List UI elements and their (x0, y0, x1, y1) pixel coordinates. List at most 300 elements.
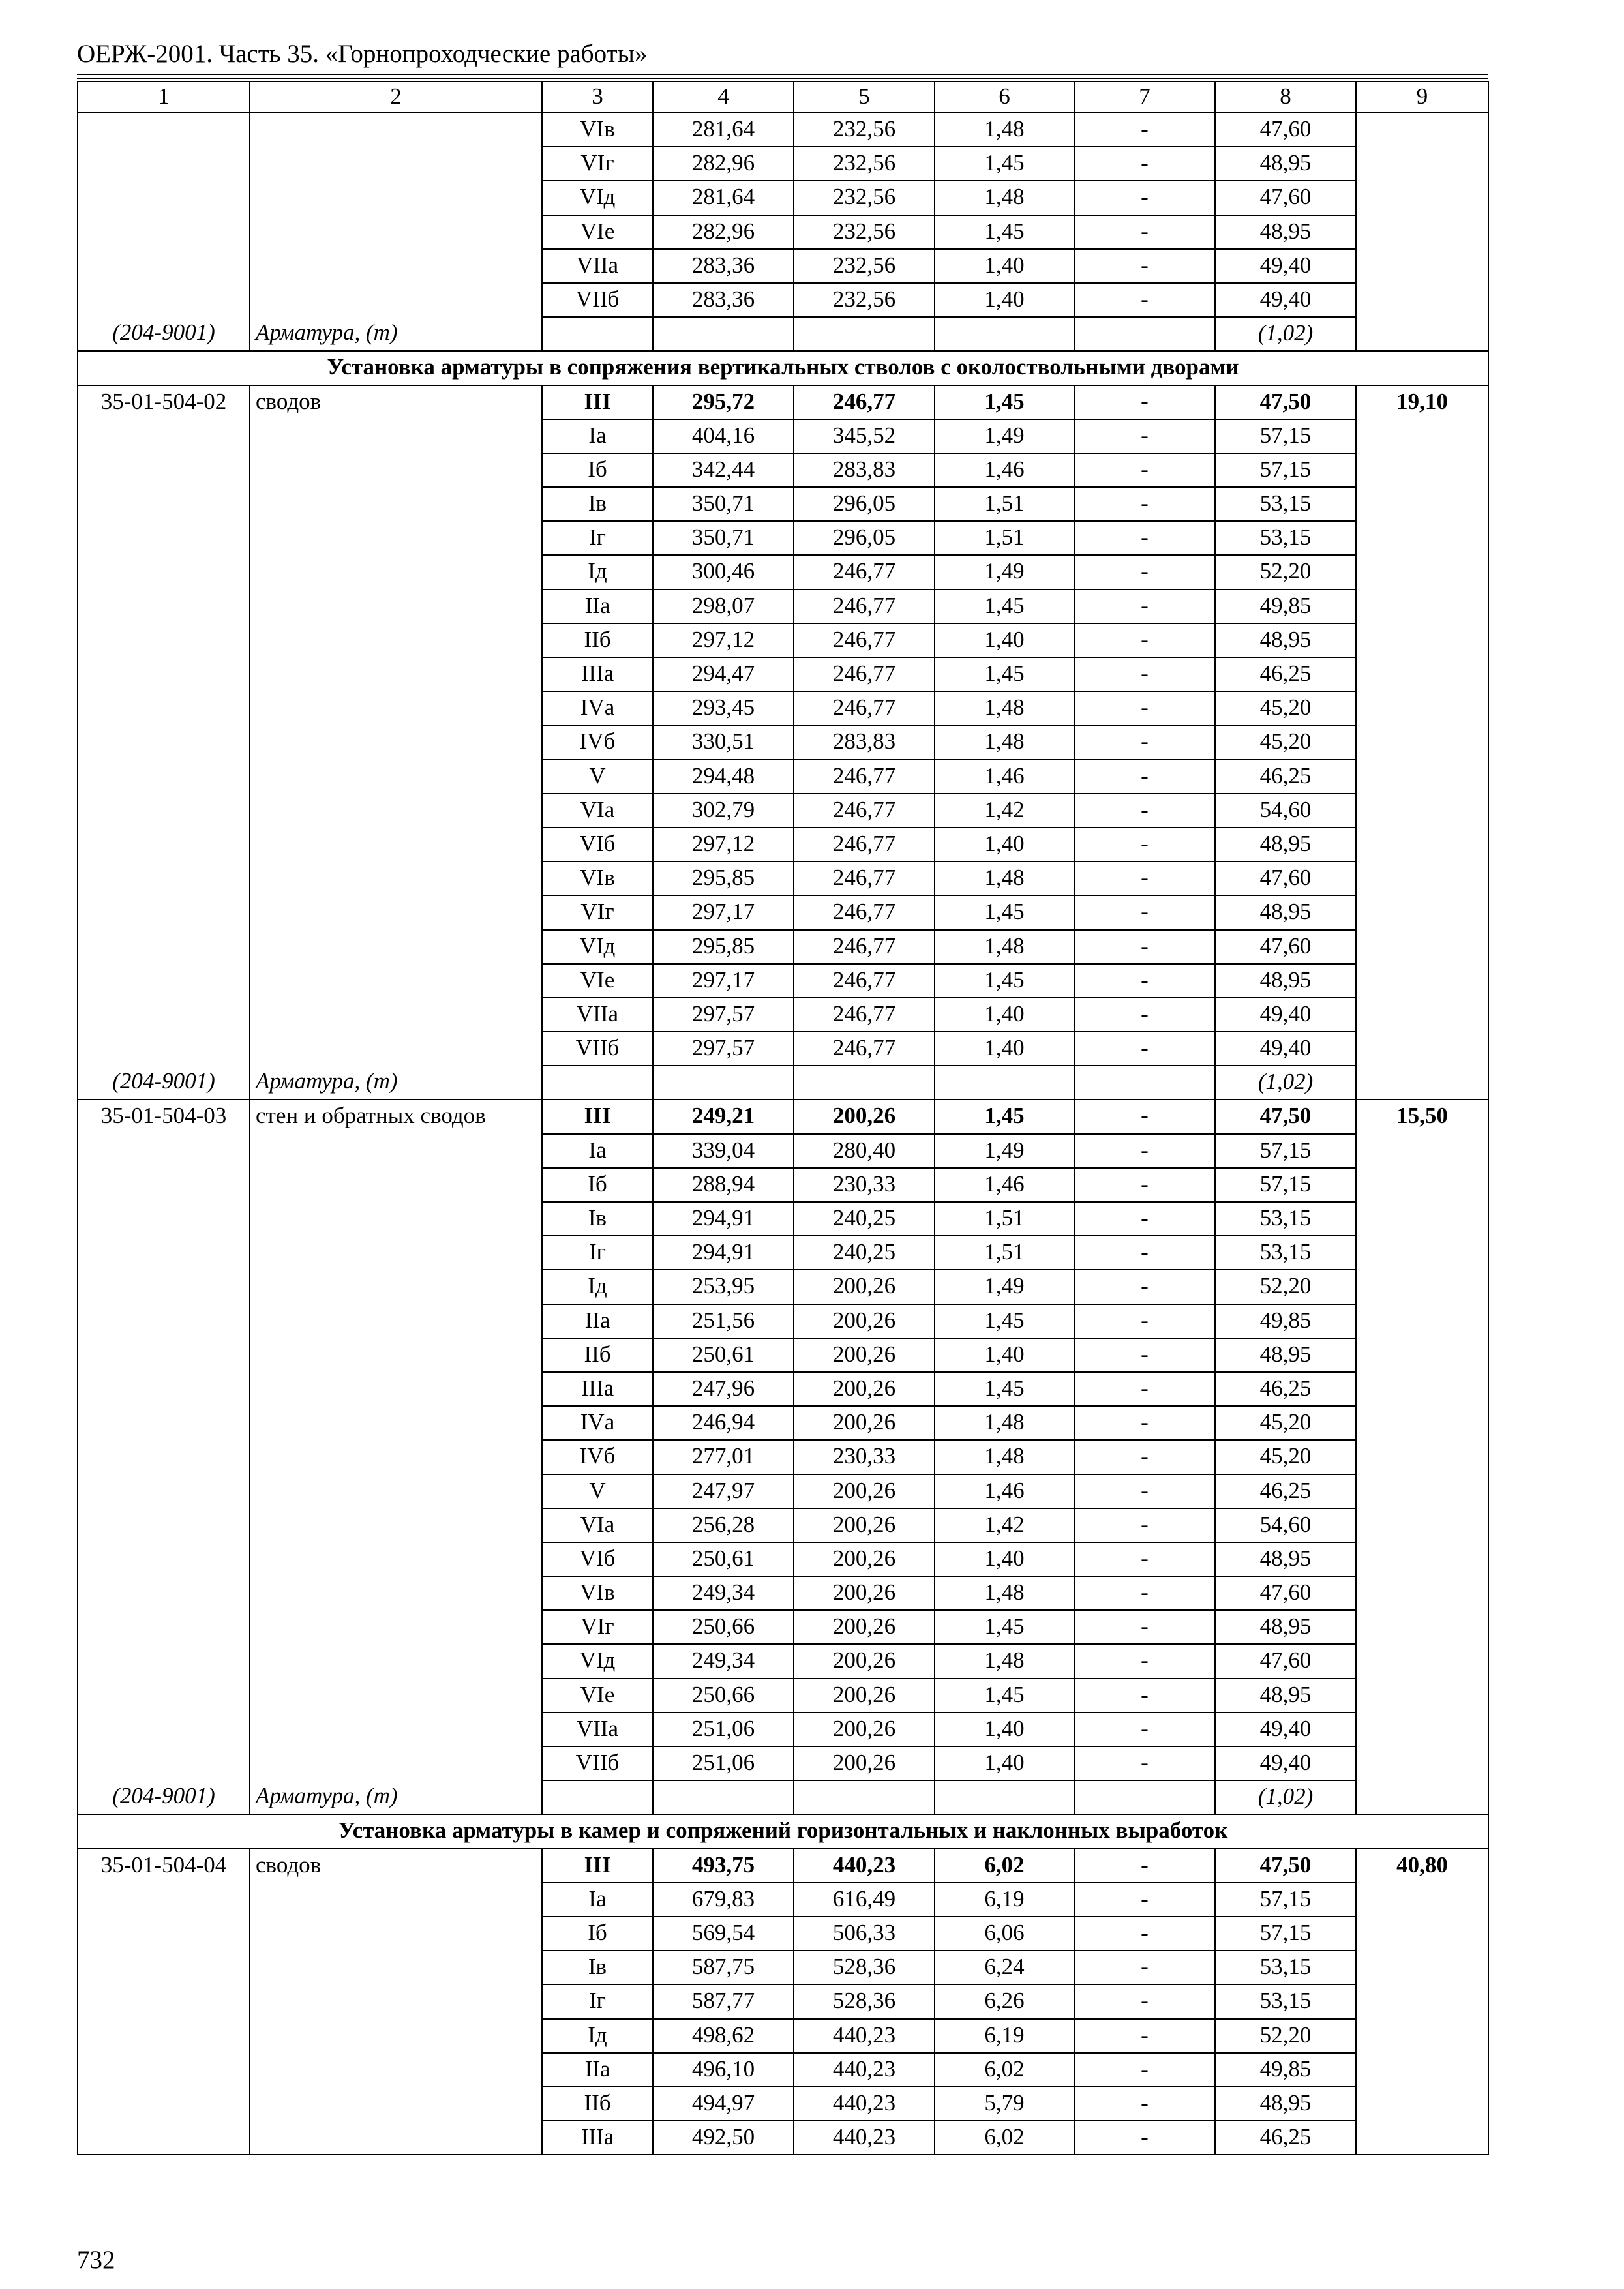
col5-value: 246,77 (794, 590, 935, 623)
code-cell (78, 1168, 250, 1202)
col6-value: 1,40 (935, 283, 1074, 317)
table-row (78, 1134, 1488, 1168)
code-cell (78, 1542, 250, 1576)
col6-value: 1,48 (935, 930, 1074, 964)
level-cell: IIа (542, 1304, 653, 1338)
level-cell: Iб (542, 1168, 653, 1202)
col4-value: 587,75 (653, 1951, 794, 1984)
armature-col6 (935, 1066, 1074, 1100)
col4-value: 250,66 (653, 1610, 794, 1644)
col9-value (1356, 181, 1488, 215)
col7-value: - (1074, 113, 1215, 147)
code-cell (78, 964, 250, 998)
level-cell: VIг (542, 895, 653, 929)
col8-value: 49,85 (1215, 590, 1356, 623)
armature-level (542, 317, 653, 351)
col4-value: 297,12 (653, 623, 794, 657)
col6-value: 1,45 (935, 657, 1074, 691)
col9-value (1356, 998, 1488, 1032)
col5-value: 283,83 (794, 725, 935, 759)
code-cell (78, 1304, 250, 1338)
col4-value: 569,54 (653, 1917, 794, 1951)
col4-value: 283,36 (653, 283, 794, 317)
col5-value: 528,36 (794, 1984, 935, 2018)
col4-value: 249,34 (653, 1576, 794, 1610)
name-cell (250, 521, 542, 555)
col6-value: 1,40 (935, 998, 1074, 1032)
code-cell (78, 657, 250, 691)
col9-value (1356, 453, 1488, 487)
col5-value: 246,77 (794, 895, 935, 929)
col8-value: 57,15 (1215, 1917, 1356, 1951)
section-title-row (78, 1814, 1488, 1848)
table-row (78, 147, 1488, 181)
col6-value: 1,46 (935, 1474, 1074, 1508)
col9-value (1356, 113, 1488, 147)
running-header: ОЕРЖ-2001. Часть 35. «Горнопроходческие работы» (77, 40, 648, 68)
col5-value: 246,77 (794, 1032, 935, 1066)
col7-value: - (1074, 249, 1215, 283)
table-row (78, 657, 1488, 691)
col9-value (1356, 1032, 1488, 1066)
col7-value: - (1074, 215, 1215, 249)
name-cell (250, 2087, 542, 2121)
col7-value: - (1074, 2053, 1215, 2087)
level-cell: Iа (542, 1134, 653, 1168)
level-cell: VIд (542, 1644, 653, 1678)
level-cell: IIIа (542, 1372, 653, 1406)
col5-value: 200,26 (794, 1508, 935, 1542)
col5-value: 200,26 (794, 1576, 935, 1610)
col7-value: - (1074, 1202, 1215, 1236)
col9-value (1356, 555, 1488, 589)
col6-value: 1,40 (935, 249, 1074, 283)
col9-value (1356, 861, 1488, 895)
col5-value: 232,56 (794, 113, 935, 147)
level-cell: VIIа (542, 998, 653, 1032)
col7-value: - (1074, 828, 1215, 861)
col9-value (1356, 794, 1488, 828)
armature-col7 (1074, 317, 1215, 351)
armature-col7 (1074, 1780, 1215, 1814)
col7-value: - (1074, 1236, 1215, 1270)
col9-value (1356, 419, 1488, 453)
name-cell (250, 2053, 542, 2087)
name-cell (250, 590, 542, 623)
col8-value: 48,95 (1215, 1542, 1356, 1576)
col4-value: 350,71 (653, 487, 794, 521)
col5-value: 246,77 (794, 691, 935, 725)
col5-value: 240,25 (794, 1236, 935, 1270)
level-cell: VIд (542, 930, 653, 964)
col6-value: 1,40 (935, 1746, 1074, 1780)
col8-value: 53,15 (1215, 1202, 1356, 1236)
col7-value: - (1074, 760, 1215, 794)
col8-value: 47,60 (1215, 861, 1356, 895)
level-cell: Iг (542, 521, 653, 555)
col6-value: 1,40 (935, 828, 1074, 861)
norms-table (77, 81, 1489, 2155)
col9-value (1356, 2121, 1488, 2155)
col6-value: 1,45 (935, 147, 1074, 181)
table-row (78, 1746, 1488, 1780)
level-cell: VIв (542, 1576, 653, 1610)
col4-value: 294,91 (653, 1236, 794, 1270)
col7-value: - (1074, 555, 1215, 589)
col7-value: - (1074, 1304, 1215, 1338)
col9-value (1356, 215, 1488, 249)
level-cell: VIIб (542, 1746, 653, 1780)
col4-value: 293,45 (653, 691, 794, 725)
code-cell (78, 1202, 250, 1236)
col5-value: 280,40 (794, 1134, 935, 1168)
col6-value: 1,40 (935, 1338, 1074, 1372)
col4-value: 297,12 (653, 828, 794, 861)
name-cell (250, 760, 542, 794)
col4-value: 297,17 (653, 964, 794, 998)
name-cell (250, 249, 542, 283)
code-cell: 35-01-504-04 (78, 1849, 250, 1883)
col6-value: 6,06 (935, 1917, 1074, 1951)
col6-value: 1,51 (935, 521, 1074, 555)
name-cell (250, 794, 542, 828)
level-cell: Iг (542, 1236, 653, 1270)
col7-value: - (1074, 1406, 1215, 1440)
table-row (78, 1508, 1488, 1542)
col9-value (1356, 1883, 1488, 1917)
level-cell: III (542, 385, 653, 419)
level-cell: VIIб (542, 283, 653, 317)
code-cell (78, 1610, 250, 1644)
col6-value: 1,48 (935, 1406, 1074, 1440)
table-row (78, 1372, 1488, 1406)
col8-value: 57,15 (1215, 1134, 1356, 1168)
table-row (78, 283, 1488, 317)
col4-value: 297,57 (653, 998, 794, 1032)
col7-value: - (1074, 1746, 1215, 1780)
table-row (78, 895, 1488, 929)
table-row (78, 623, 1488, 657)
col8-value: 53,15 (1215, 521, 1356, 555)
col6-value: 1,45 (935, 385, 1074, 419)
code-cell (78, 181, 250, 215)
col4-value: 250,61 (653, 1338, 794, 1372)
col5-value: 296,05 (794, 521, 935, 555)
col8-value: 52,20 (1215, 2019, 1356, 2053)
col7-value: - (1074, 2121, 1215, 2155)
col9-value (1356, 1440, 1488, 1474)
col8-value: 45,20 (1215, 1440, 1356, 1474)
name-cell (250, 147, 542, 181)
name-cell (250, 181, 542, 215)
table-row (78, 555, 1488, 589)
col8-value: 47,60 (1215, 930, 1356, 964)
col5-value: 440,23 (794, 2121, 935, 2155)
name-cell (250, 828, 542, 861)
level-cell: VIд (542, 181, 653, 215)
col8-value: 48,95 (1215, 895, 1356, 929)
col8-value: 46,25 (1215, 760, 1356, 794)
col5-value: 200,26 (794, 1372, 935, 1406)
level-cell: IIIа (542, 2121, 653, 2155)
name-cell (250, 1576, 542, 1610)
armature-label: Арматура, (т) (250, 317, 542, 351)
level-cell: VIб (542, 1542, 653, 1576)
col4-value: 302,79 (653, 794, 794, 828)
col8-value: 53,15 (1215, 1951, 1356, 1984)
col5-value: 232,56 (794, 283, 935, 317)
col4-value: 283,36 (653, 249, 794, 283)
col9-value (1356, 623, 1488, 657)
col5-value: 200,26 (794, 1338, 935, 1372)
name-cell (250, 1236, 542, 1270)
code-cell (78, 998, 250, 1032)
name-cell (250, 1883, 542, 1917)
col8-value: 49,40 (1215, 1713, 1356, 1746)
col7-value: - (1074, 861, 1215, 895)
col9-value (1356, 521, 1488, 555)
col9-value (1356, 1236, 1488, 1270)
col6-value: 1,49 (935, 419, 1074, 453)
column-number: 9 (1356, 82, 1488, 113)
col9-value (1356, 964, 1488, 998)
armature-col9 (1356, 317, 1488, 351)
col8-value: 48,95 (1215, 828, 1356, 861)
col6-value: 6,02 (935, 1849, 1074, 1883)
col4-value: 294,47 (653, 657, 794, 691)
col7-value: - (1074, 1508, 1215, 1542)
col9-value (1356, 1338, 1488, 1372)
level-cell: VIIб (542, 1032, 653, 1066)
col4-value: 282,96 (653, 147, 794, 181)
level-cell: III (542, 1100, 653, 1133)
name-cell: стен и обратных сводов (250, 1100, 542, 1133)
col7-value: - (1074, 1917, 1215, 1951)
col7-value: - (1074, 1984, 1215, 2018)
col5-value: 246,77 (794, 623, 935, 657)
level-cell: IVб (542, 725, 653, 759)
column-number: 2 (250, 82, 542, 113)
code-cell (78, 590, 250, 623)
code-cell (78, 794, 250, 828)
code-cell (78, 1951, 250, 1984)
col6-value: 1,45 (935, 895, 1074, 929)
name-cell (250, 1644, 542, 1678)
name-cell (250, 1168, 542, 1202)
col8-value: 47,60 (1215, 113, 1356, 147)
col7-value: - (1074, 521, 1215, 555)
col4-value: 350,71 (653, 521, 794, 555)
col8-value: 47,50 (1215, 385, 1356, 419)
col5-value: 200,26 (794, 1644, 935, 1678)
col5-value: 200,26 (794, 1542, 935, 1576)
level-cell: IIб (542, 623, 653, 657)
section-title: Установка арматуры в сопряжения вертикальных стволов с околоствольными дворами (78, 351, 1488, 385)
col4-value: 295,85 (653, 930, 794, 964)
code-cell (78, 1713, 250, 1746)
col6-value: 1,46 (935, 760, 1074, 794)
col7-value: - (1074, 895, 1215, 929)
col4-value: 298,07 (653, 590, 794, 623)
col7-value: - (1074, 1100, 1215, 1133)
col6-value: 1,51 (935, 1236, 1074, 1270)
col5-value: 200,26 (794, 1270, 935, 1304)
col8-value: 49,40 (1215, 1032, 1356, 1066)
code-cell (78, 1372, 250, 1406)
col4-value: 295,85 (653, 861, 794, 895)
col9-value (1356, 1270, 1488, 1304)
armature-col6 (935, 317, 1074, 351)
col7-value: - (1074, 1883, 1215, 1917)
table-row (78, 725, 1488, 759)
col8-value: 49,85 (1215, 2053, 1356, 2087)
col5-value: 230,33 (794, 1440, 935, 1474)
col5-value: 440,23 (794, 2019, 935, 2053)
table-row (78, 930, 1488, 964)
col9-value (1356, 1406, 1488, 1440)
col6-value: 6,19 (935, 2019, 1074, 2053)
col6-value: 1,48 (935, 1576, 1074, 1610)
armature-code: (204-9001) (78, 1780, 250, 1814)
level-cell: V (542, 760, 653, 794)
name-cell (250, 1679, 542, 1713)
name-cell (250, 725, 542, 759)
table-row (78, 1032, 1488, 1066)
col5-value: 200,26 (794, 1746, 935, 1780)
table-row (78, 1168, 1488, 1202)
col4-value: 246,94 (653, 1406, 794, 1440)
name-cell (250, 453, 542, 487)
level-cell: VIв (542, 113, 653, 147)
code-cell (78, 283, 250, 317)
col7-value: - (1074, 453, 1215, 487)
col6-value: 1,42 (935, 794, 1074, 828)
col6-value: 1,45 (935, 590, 1074, 623)
col4-value: 496,10 (653, 2053, 794, 2087)
level-cell: IIIа (542, 657, 653, 691)
col8-value: 48,95 (1215, 1338, 1356, 1372)
col6-value: 1,40 (935, 1032, 1074, 1066)
col6-value: 5,79 (935, 2087, 1074, 2121)
col8-value: 46,25 (1215, 2121, 1356, 2155)
col7-value: - (1074, 725, 1215, 759)
table-row (78, 453, 1488, 487)
col5-value: 246,77 (794, 930, 935, 964)
col9-value (1356, 487, 1488, 521)
col4-value: 297,57 (653, 1032, 794, 1066)
col4-value: 247,96 (653, 1372, 794, 1406)
col4-value: 251,06 (653, 1713, 794, 1746)
col6-value: 1,45 (935, 1100, 1074, 1133)
code-cell (78, 1644, 250, 1678)
armature-value: (1,02) (1215, 1066, 1356, 1100)
col8-value: 47,50 (1215, 1100, 1356, 1133)
code-cell (78, 895, 250, 929)
col9-value (1356, 725, 1488, 759)
name-cell (250, 1984, 542, 2018)
col8-value: 48,95 (1215, 1679, 1356, 1713)
col6-value: 1,51 (935, 1202, 1074, 1236)
code-cell (78, 215, 250, 249)
col7-value: - (1074, 283, 1215, 317)
column-number: 1 (78, 82, 250, 113)
code-cell (78, 487, 250, 521)
name-cell (250, 861, 542, 895)
code-cell (78, 691, 250, 725)
code-cell (78, 1984, 250, 2018)
col7-value: - (1074, 1576, 1215, 1610)
name-cell (250, 1304, 542, 1338)
level-cell: Iв (542, 487, 653, 521)
level-cell: VIIа (542, 249, 653, 283)
col8-value: 47,60 (1215, 181, 1356, 215)
table-row (78, 590, 1488, 623)
level-cell: Iг (542, 1984, 653, 2018)
col4-value: 277,01 (653, 1440, 794, 1474)
armature-col5 (794, 1780, 935, 1814)
code-cell: 35-01-504-02 (78, 385, 250, 419)
col8-value: 52,20 (1215, 1270, 1356, 1304)
name-cell (250, 1032, 542, 1066)
col8-value: 53,15 (1215, 487, 1356, 521)
column-number: 8 (1215, 82, 1356, 113)
armature-row (78, 317, 1488, 351)
col8-value: 48,95 (1215, 147, 1356, 181)
col4-value: 250,61 (653, 1542, 794, 1576)
column-number: 6 (935, 82, 1074, 113)
col6-value: 1,40 (935, 1713, 1074, 1746)
level-cell: VIе (542, 964, 653, 998)
level-cell: IIб (542, 1338, 653, 1372)
col8-value: 46,25 (1215, 657, 1356, 691)
col9-value (1356, 691, 1488, 725)
level-cell: IVа (542, 1406, 653, 1440)
col8-value: 47,60 (1215, 1644, 1356, 1678)
level-cell: III (542, 1849, 653, 1883)
name-cell (250, 964, 542, 998)
col8-value: 57,15 (1215, 1883, 1356, 1917)
col7-value: - (1074, 1951, 1215, 1984)
col7-value: - (1074, 691, 1215, 725)
col7-value: - (1074, 930, 1215, 964)
table-row (78, 760, 1488, 794)
name-cell (250, 1440, 542, 1474)
name-cell (250, 215, 542, 249)
col8-value: 48,95 (1215, 2087, 1356, 2121)
armature-value: (1,02) (1215, 317, 1356, 351)
col8-value: 47,60 (1215, 1576, 1356, 1610)
col8-value: 57,15 (1215, 1168, 1356, 1202)
name-cell (250, 1372, 542, 1406)
col6-value: 6,26 (935, 1984, 1074, 2018)
table-row (78, 1644, 1488, 1678)
code-cell (78, 419, 250, 453)
table-row (78, 861, 1488, 895)
col6-value: 1,40 (935, 623, 1074, 657)
col4-value: 330,51 (653, 725, 794, 759)
col8-value: 49,40 (1215, 1746, 1356, 1780)
column-number: 3 (542, 82, 653, 113)
code-cell (78, 1406, 250, 1440)
col7-value: - (1074, 590, 1215, 623)
col4-value: 251,06 (653, 1746, 794, 1780)
code-cell (78, 1236, 250, 1270)
code-cell (78, 1270, 250, 1304)
col7-value: - (1074, 657, 1215, 691)
name-cell: сводов (250, 1849, 542, 1883)
code-cell: 35-01-504-03 (78, 1100, 250, 1133)
col9-value (1356, 1372, 1488, 1406)
